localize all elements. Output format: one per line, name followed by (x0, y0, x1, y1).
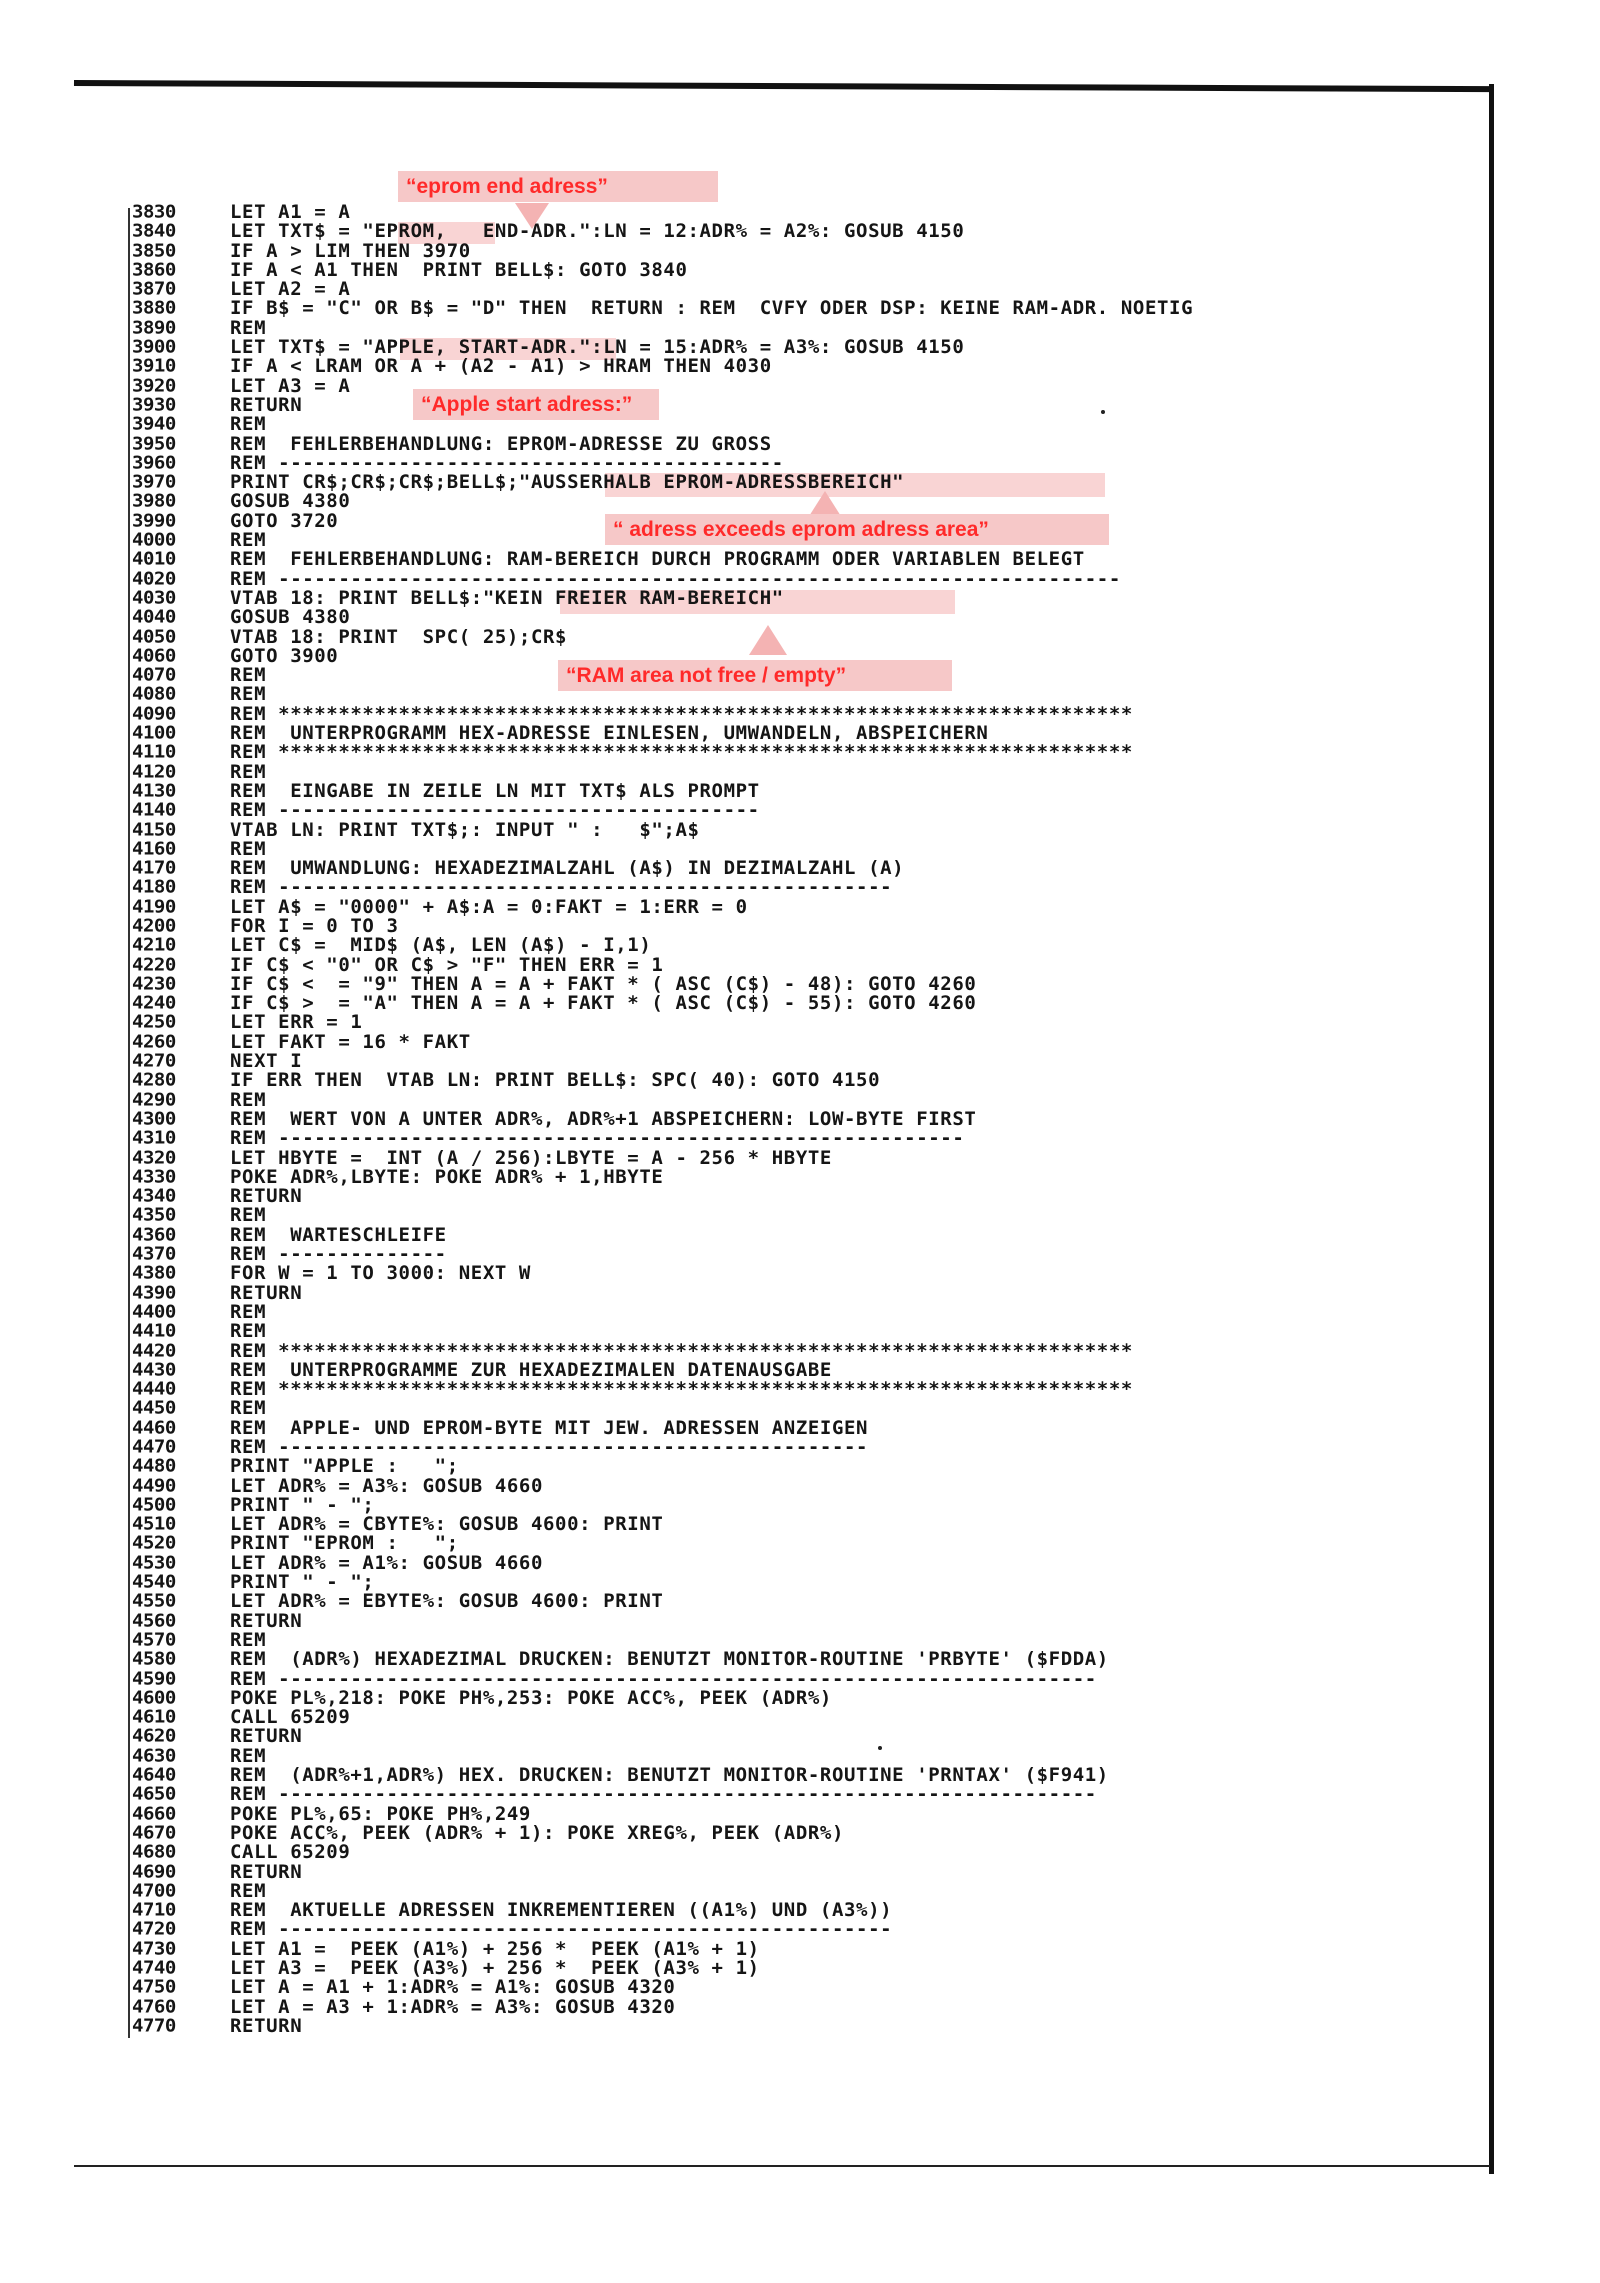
line-number: 4420 (132, 1340, 176, 1361)
code-line (132, 1129, 1193, 1148)
line-code: CALL 65209 (230, 1841, 351, 1864)
line-number: 4480 (132, 1455, 176, 1477)
code-line (132, 1474, 1193, 1497)
line-number: 4690 (132, 1861, 176, 1883)
line-number: 4250 (132, 1012, 176, 1033)
line-number: 4400 (132, 1301, 176, 1323)
line-number: 4670 (132, 1822, 176, 1844)
line-code: LET ADR% = A3%: GOSUB 4660 (230, 1474, 544, 1497)
code-line (132, 1281, 1193, 1304)
code-line (132, 1013, 1193, 1032)
line-code: LET TXT$ = "EPROM, END-ADR.":LN = 12:ADR% = A2%: GOSUB 4150 (230, 220, 965, 243)
line-code: REM (230, 1397, 267, 1420)
code-line (132, 1920, 1193, 1939)
line-code: REM (230, 1088, 267, 1111)
code-line (132, 1187, 1193, 1206)
code-line (132, 1650, 1193, 1669)
page-frame-top-rule (74, 80, 1490, 92)
line-code: LET A3 = PEEK (A3%) + 256 * PEEK (A3% + 1) (230, 1957, 760, 1980)
line-code: POKE ADR%,LBYTE: POKE ADR% + 1,HBYTE (230, 1165, 664, 1188)
line-number: 4540 (132, 1571, 176, 1593)
page-frame-right-rule (1489, 84, 1494, 2174)
code-line (132, 1534, 1193, 1553)
line-number: 3940 (132, 413, 176, 435)
code-line (132, 1300, 1193, 1323)
line-code: LET A = A3 + 1:ADR% = A3%: GOSUB 4320 (230, 1995, 676, 2018)
code-line (132, 1860, 1193, 1883)
line-code: REM (230, 1744, 267, 1767)
line-number: 4680 (132, 1841, 176, 1863)
line-code: GOTO 3900 (230, 644, 339, 667)
line-number: 4080 (132, 684, 176, 705)
line-number: 4270 (132, 1050, 176, 1072)
line-number: 4000 (132, 529, 176, 551)
line-number: 4610 (132, 1706, 176, 1728)
line-code: REM UNTERPROGRAMME ZUR HEXADEZIMALEN DATENAUSGABE (230, 1358, 832, 1381)
line-code: LET C$ = MID$ (A$, LEN (A$) - I,1) (230, 934, 652, 957)
line-number: 4020 (132, 568, 176, 590)
line-code: VTAB LN: PRINT TXT$;: INPUT " : $";A$ (230, 818, 700, 841)
line-code: REM --------------------------------------------------------- (230, 1127, 965, 1150)
basic-program-listing (132, 203, 1193, 2036)
line-code: REM (230, 1300, 267, 1323)
code-line (132, 1609, 1193, 1632)
line-number: 4190 (132, 896, 176, 918)
code-line (132, 608, 1193, 627)
line-number: 4370 (132, 1243, 176, 1265)
line-number: 4060 (132, 645, 176, 667)
annotation-apple-start: “Apple start adress:” (413, 389, 659, 420)
line-code: REM (ADR%) HEXADEZIMAL DRUCKEN: BENUTZT MONITOR-ROUTINE 'PRBYTE' ($FDDA) (230, 1648, 1109, 1671)
code-line (132, 1322, 1193, 1341)
code-line (132, 1071, 1193, 1090)
line-code: LET A$ = "0000" + A$:A = 0:FAKT = 1:ERR = 0 (230, 895, 748, 918)
line-number: 4290 (132, 1089, 176, 1111)
line-number: 4510 (132, 1513, 176, 1535)
line-number: 4340 (132, 1185, 176, 1207)
line-code: PRINT " - "; (230, 1571, 375, 1594)
line-number: 4130 (132, 780, 176, 802)
code-line (132, 1727, 1193, 1746)
code-line (132, 299, 1193, 318)
annotation-eprom-end: “eprom end adress” (398, 171, 718, 202)
line-number: 3980 (132, 491, 176, 512)
line-number: 3880 (132, 298, 176, 319)
line-number: 3870 (132, 278, 176, 300)
line-code: REM WERT VON A UNTER ADR%, ADR%+1 ABSPEICHERN: LOW-BYTE FIRST (230, 1107, 977, 1130)
code-line (132, 1667, 1193, 1690)
line-code: REM (230, 1204, 267, 1227)
line-code: LET ERR = 1 (230, 1011, 363, 1034)
code-line (132, 222, 1193, 241)
line-number: 3840 (132, 220, 176, 242)
code-line (132, 1206, 1193, 1225)
line-code: LET ADR% = CBYTE%: GOSUB 4600: PRINT (230, 1513, 664, 1536)
line-code: REM (230, 837, 267, 860)
line-code: CALL 65209 (230, 1706, 351, 1729)
line-code: RETURN (230, 393, 303, 416)
line-code: REM *********************************************************************** (230, 1339, 1133, 1362)
line-number: 4360 (132, 1224, 176, 1246)
line-code: REM ---------------------------------------- (230, 799, 760, 822)
code-line (132, 1978, 1193, 1997)
line-number: 4710 (132, 1899, 176, 1921)
line-number: 4260 (132, 1031, 176, 1053)
line-code: RETURN (230, 1725, 303, 1748)
line-code: GOSUB 4380 (230, 490, 351, 513)
line-number: 4430 (132, 1359, 176, 1381)
code-line (132, 2014, 1193, 2037)
code-line (132, 1264, 1193, 1283)
code-line (132, 878, 1193, 897)
code-line (132, 239, 1193, 262)
line-number: 4630 (132, 1745, 176, 1767)
line-code: REM (230, 316, 267, 339)
line-number: 4090 (132, 703, 176, 725)
line-number: 4140 (132, 799, 176, 821)
line-code: REM (230, 529, 267, 552)
line-number: 4310 (132, 1127, 176, 1149)
line-number: 4220 (132, 954, 176, 976)
line-code: REM (230, 664, 267, 687)
line-number: 4390 (132, 1282, 176, 1304)
line-code: REM -------------------------------------------------------------------- (230, 1667, 1097, 1690)
line-code: REM (230, 413, 267, 436)
line-number: 4170 (132, 857, 176, 879)
line-code: IF A < A1 THEN PRINT BELL$: GOTO 3840 (230, 258, 688, 281)
line-number: 3900 (132, 336, 176, 358)
line-number: 4030 (132, 587, 176, 609)
line-number: 4560 (132, 1610, 176, 1632)
line-number: 4180 (132, 876, 176, 898)
code-line (132, 415, 1193, 434)
line-code: PRINT CR$;CR$;CR$;BELL$;"AUSSERHALB EPROM-ADRESSBEREICH" (230, 471, 905, 494)
line-number: 4440 (132, 1378, 176, 1400)
line-code: RETURN (230, 1185, 303, 1208)
code-line (132, 492, 1193, 511)
code-line (132, 357, 1193, 376)
line-number: 3990 (132, 510, 176, 532)
code-line (132, 1339, 1193, 1362)
code-line (132, 625, 1193, 648)
line-code: IF C$ > = "A" THEN A = A + FAKT * ( ASC (C$) - 55): GOTO 4260 (230, 992, 977, 1015)
line-code: IF C$ < = "9" THEN A = A + FAKT * ( ASC (C$) - 48): GOTO 4260 (230, 972, 977, 995)
line-number: 4010 (132, 548, 176, 570)
line-code: POKE PL%,218: POKE PH%,253: POKE ACC%, PEEK (ADR%) (230, 1686, 832, 1709)
line-code: IF ERR THEN VTAB LN: PRINT BELL$: SPC( 40): GOTO 4150 (230, 1069, 881, 1092)
code-line (132, 1457, 1193, 1476)
line-number: 4730 (132, 1938, 176, 1960)
line-number: 4460 (132, 1417, 176, 1439)
line-number: 4120 (132, 761, 176, 783)
line-code: RETURN (230, 1609, 303, 1632)
line-code: REM *********************************************************************** (230, 702, 1133, 725)
line-number: 4490 (132, 1475, 176, 1497)
page-frame-bottom-rule (74, 2165, 1490, 2167)
line-code: LET A2 = A (230, 278, 351, 301)
line-code: REM APPLE- UND EPROM-BYTE MIT JEW. ADRESSEN ANZEIGEN (230, 1416, 869, 1439)
line-code: GOTO 3720 (230, 509, 339, 532)
line-number: 4770 (132, 2015, 176, 2037)
code-line (132, 393, 1193, 416)
code-line (132, 1843, 1193, 1862)
stray-mark (878, 1746, 882, 1750)
line-number: 4070 (132, 664, 176, 686)
code-line (132, 818, 1193, 841)
line-number: 4600 (132, 1687, 176, 1709)
line-code: REM -------------------------------------------------------------------- (230, 1783, 1097, 1806)
line-code: RETURN (230, 1281, 303, 1304)
line-code: REM ------------------------------------------------- (230, 1436, 869, 1458)
line-code: REM EINGABE IN ZEILE LN MIT TXT$ ALS PROMPT (230, 779, 760, 802)
line-code: REM (230, 1879, 267, 1902)
line-code: RETURN (230, 1860, 303, 1883)
line-number: 4550 (132, 1590, 176, 1612)
line-number: 3860 (132, 259, 176, 281)
line-number: 4570 (132, 1629, 176, 1651)
line-code: PRINT " - "; (230, 1493, 375, 1516)
line-code: LET ADR% = A1%: GOSUB 4660 (230, 1551, 544, 1574)
line-code: LET FAKT = 16 * FAKT (230, 1030, 471, 1053)
line-code: REM --------------------------------------------------- (230, 876, 893, 899)
line-number: 3920 (132, 375, 176, 397)
line-code: REM AKTUELLE ADRESSEN INKREMENTIEREN ((A1%) UND (A3%)) (230, 1899, 893, 1922)
line-number: 4750 (132, 1976, 176, 1998)
code-line (132, 1380, 1193, 1399)
line-number: 4380 (132, 1262, 176, 1284)
annotation-eprom-end-pointer (515, 203, 549, 229)
line-number: 4700 (132, 1880, 176, 1902)
line-number: 4210 (132, 934, 176, 956)
line-number: 4160 (132, 838, 176, 860)
line-number: 4150 (132, 819, 176, 840)
line-code: REM *********************************************************************** (230, 741, 1133, 764)
line-number: 4520 (132, 1533, 176, 1554)
line-number: 4230 (132, 973, 176, 995)
line-number: 3960 (132, 452, 176, 474)
code-line (132, 1399, 1193, 1418)
line-number: 4580 (132, 1648, 176, 1670)
code-line (132, 1146, 1193, 1169)
stray-mark (1101, 410, 1105, 414)
line-code: REM (230, 760, 267, 783)
line-code: LET A1 = A (230, 201, 351, 223)
line-number: 4050 (132, 626, 176, 648)
line-code: LET ADR% = EBYTE%: GOSUB 4600: PRINT (230, 1590, 664, 1613)
code-line (132, 760, 1193, 783)
line-code: REM (230, 1628, 267, 1651)
line-code: REM FEHLERBEHANDLUNG: EPROM-ADRESSE ZU GROSS (230, 432, 772, 455)
line-number: 4590 (132, 1668, 176, 1690)
listing-margin-rule (128, 208, 130, 2038)
line-number: 4040 (132, 606, 176, 628)
line-code: IF A > LIM THEN 3970 (230, 239, 471, 262)
code-line (132, 953, 1193, 976)
line-code: REM -------------- (230, 1243, 447, 1266)
line-number: 4280 (132, 1069, 176, 1091)
line-number: 4320 (132, 1147, 176, 1169)
line-code: REM (230, 683, 267, 706)
code-line (132, 1785, 1193, 1804)
code-line (132, 743, 1193, 762)
line-number: 4410 (132, 1320, 176, 1342)
line-code: REM UNTERPROGRAMM HEX-ADRESSE EINLESEN, UMWANDELN, ABSPEICHERN (230, 722, 989, 745)
line-number: 3930 (132, 394, 176, 416)
line-number: 4660 (132, 1803, 176, 1825)
line-code: REM *********************************************************************** (230, 1378, 1133, 1401)
line-number: 4530 (132, 1552, 176, 1574)
line-code: RETURN (230, 2014, 303, 2037)
line-code: FOR W = 1 TO 3000: NEXT W (230, 1262, 531, 1285)
line-code: PRINT "APPLE : "; (230, 1455, 459, 1478)
line-code: REM ------------------------------------------ (230, 451, 784, 474)
line-code: GOSUB 4380 (230, 606, 351, 629)
line-number: 4500 (132, 1494, 176, 1516)
line-code: REM (230, 1320, 267, 1343)
line-number: 4450 (132, 1397, 176, 1419)
line-code: REM WARTESCHLEIFE (230, 1223, 447, 1246)
line-code: REM ---------------------------------------------------------------------- (230, 567, 1121, 590)
line-code: FOR I = 0 TO 3 (230, 914, 399, 937)
code-line (132, 801, 1193, 820)
code-line (132, 550, 1193, 569)
line-code: PRINT "EPROM : "; (230, 1532, 459, 1555)
line-number: 4240 (132, 992, 176, 1014)
line-number: 4640 (132, 1764, 176, 1786)
line-number: 3830 (132, 201, 176, 223)
code-line (132, 1592, 1193, 1611)
line-number: 4300 (132, 1108, 176, 1130)
code-line (132, 936, 1193, 955)
line-code: VTAB 18: PRINT SPC( 25);CR$ (230, 625, 568, 648)
line-code: NEXT I (230, 1050, 303, 1073)
line-code: IF B$ = "C" OR B$ = "D" THEN RETURN : REM CVFY ODER DSP: KEINE RAM-ADR. NOETIG (230, 297, 1194, 320)
line-number: 4200 (132, 915, 176, 937)
line-code: LET TXT$ = "APPLE, START-ADR.":LN = 15:ADR% = A3%: GOSUB 4150 (230, 336, 965, 359)
line-number: 4650 (132, 1783, 176, 1805)
line-code: LET HBYTE = INT (A / 256):LBYTE = A - 256 * HBYTE (230, 1146, 832, 1169)
line-code: IF C$ < "0" OR C$ > "F" THEN ERR = 1 (230, 953, 664, 976)
line-number: 4740 (132, 1957, 176, 1979)
line-code: LET A = A1 + 1:ADR% = A1%: GOSUB 4320 (230, 1976, 676, 1999)
line-number: 4620 (132, 1726, 176, 1747)
annotation-ram-not-free: “RAM area not free / empty” (558, 660, 952, 691)
code-line (132, 432, 1193, 455)
line-number: 4330 (132, 1166, 176, 1188)
line-number: 3970 (132, 471, 176, 493)
line-code: REM --------------------------------------------------- (230, 1918, 893, 1941)
annotation-adress-exceeds: “ adress exceeds eprom adress area” (605, 514, 1109, 545)
line-code: REM UMWANDLUNG: HEXADEZIMALZAHL (A$) IN DEZIMALZAHL (A) (230, 857, 905, 880)
line-number: 4100 (132, 722, 176, 744)
line-number: 3850 (132, 240, 176, 262)
line-code: IF A < LRAM OR A + (A2 - A1) > HRAM THEN 4030 (230, 355, 772, 378)
code-line (132, 1995, 1193, 2018)
line-number: 4470 (132, 1436, 176, 1458)
line-code: VTAB 18: PRINT BELL$:"KEIN FREIER RAM-BEREICH" (230, 586, 784, 609)
line-code: POKE PL%,65: POKE PH%,249 (230, 1802, 531, 1825)
line-number: 4110 (132, 741, 176, 763)
line-number: 3910 (132, 355, 176, 377)
line-code: LET A3 = A (230, 374, 351, 397)
annotation-ram-not-free-pointer (749, 625, 787, 655)
line-code: REM (ADR%+1,ADR%) HEX. DRUCKEN: BENUTZT MONITOR-ROUTINE 'PRNTAX' ($F941) (230, 1764, 1109, 1787)
line-number: 3890 (132, 317, 176, 339)
line-number: 3950 (132, 433, 176, 455)
line-code: POKE ACC%, PEEK (ADR% + 1): POKE XREG%, PEEK (ADR%) (230, 1821, 844, 1844)
line-code: LET A1 = PEEK (A1%) + 256 * PEEK (A1% + 1) (230, 1937, 760, 1960)
line-number: 4350 (132, 1205, 176, 1226)
line-code: REM FEHLERBEHANDLUNG: RAM-BEREICH DURCH PROGRAMM ODER VARIABLEN BELEGT (230, 548, 1085, 571)
line-number: 4760 (132, 1996, 176, 2018)
line-number: 4720 (132, 1919, 176, 1940)
